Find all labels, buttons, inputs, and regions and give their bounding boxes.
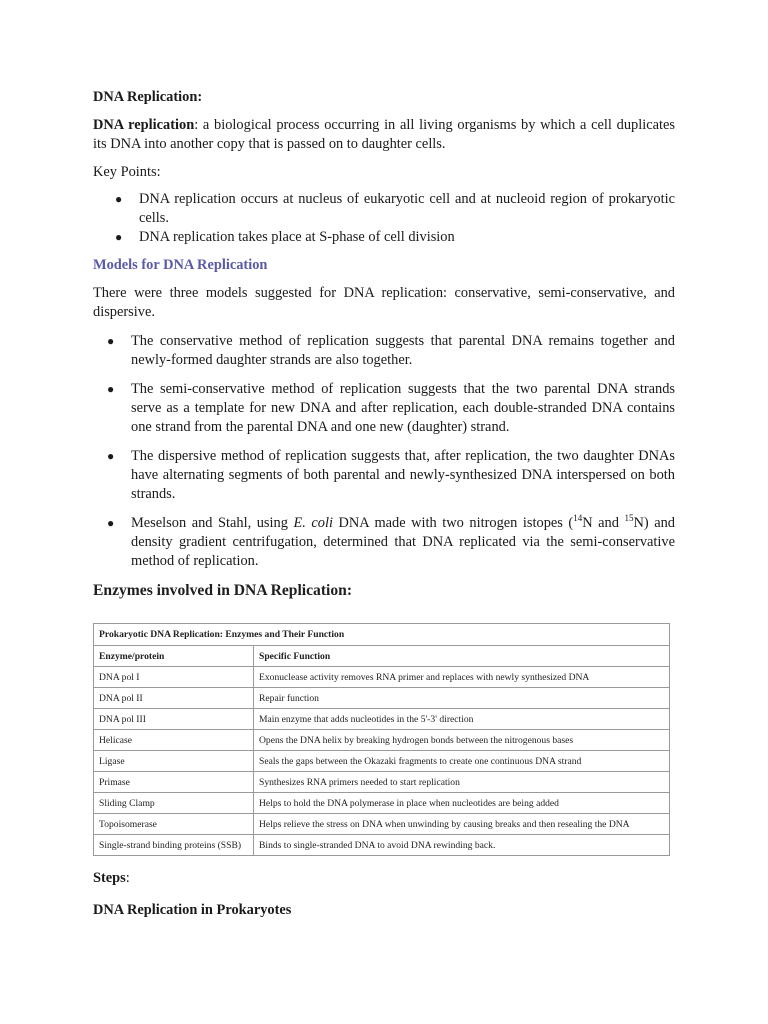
- bullet-icon: ●: [115, 230, 123, 244]
- list-item: ● The semi-conservative method of replication suggests that the two parental DNA strands serve as a template for new DNA and after replication, each double-stranded DNA contains one strand from the parental DNA and one new (daughter) strand.: [107, 381, 675, 435]
- table-caption: Prokaryotic DNA Replication: Enzymes and Their Function: [94, 624, 670, 646]
- bullet-icon: ●: [107, 382, 115, 396]
- enzymes-heading: Enzymes involved in DNA Replication:: [93, 582, 353, 599]
- list-item: ● The dispersive method of replication suggests that, after replication, the two daughter DNAs have alternating segments of both parental and newly-synthesized DNA interspersed on both strands.: [107, 448, 675, 502]
- enzymes-table-container: [93, 623, 675, 856]
- table-header-row: [94, 646, 670, 667]
- key-points-label: Key Points:: [93, 164, 161, 180]
- list-item: ● DNA replication occurs at nucleus of eukaryotic cell and at nucleoid region of prokaryotic cells.: [115, 191, 675, 226]
- list-item: ● Meselson and Stahl, using E. coli DNA made with two nitrogen istopes ($^{14}$N and $^{15}$N) and density gradient centrifugation, determined that DNA replicated via the semi-conservative method of replication.: [107, 513, 675, 569]
- table-caption-row: [94, 624, 670, 646]
- bullet-icon: ●: [115, 192, 123, 206]
- page-heading: DNA Replication:: [93, 89, 203, 105]
- table-row: DNA pol I Exonuclease activity removes RNA primer and replaces with newly synthesized DNA: [94, 667, 670, 688]
- steps-heading: Steps:: [93, 870, 130, 886]
- column-header-function: Specific Function: [254, 646, 670, 667]
- key-points-list: [93, 190, 675, 247]
- definition-text: : a biological process occurring in all living organisms by which a cell duplicates its DNA into another copy that is passed on to daughter cells.: [93, 117, 675, 152]
- table-row: Primase Synthesizes RNA primers needed to start replication: [94, 772, 670, 793]
- enzymes-table: [93, 623, 670, 856]
- table-row: Ligase Seals the gaps between the Okazaki fragments to create one continuous DNA strand: [94, 751, 670, 772]
- definition-term: DNA replication: [93, 117, 195, 133]
- table-row: Single-strand binding proteins (SSB) Binds to single-stranded DNA to avoid DNA rewinding back.: [94, 835, 670, 856]
- bullet-icon: ●: [107, 334, 115, 348]
- document-page: [93, 80, 675, 600]
- prokaryotes-heading: DNA Replication in Prokaryotes: [93, 902, 292, 918]
- definition-paragraph: [93, 116, 675, 154]
- table-row: DNA pol III Main enzyme that adds nucleotides in the 5'-3' direction: [94, 709, 670, 730]
- list-item: ● DNA replication takes place at S-phase of cell division: [115, 229, 455, 245]
- list-item: ● The conservative method of replication suggests that parental DNA remains together and newly-formed daughter strands are also together.: [107, 333, 675, 368]
- models-heading: Models for DNA Replication: [93, 257, 268, 273]
- table-row: Helicase Opens the DNA helix by breaking hydrogen bonds between the nitrogenous bases: [94, 730, 670, 751]
- organism-name: E. coli: [293, 515, 333, 531]
- table-row: Sliding Clamp Helps to hold the DNA polymerase in place when nucleotides are being added: [94, 793, 670, 814]
- table-row: DNA pol II Repair function: [94, 688, 670, 709]
- bullet-icon: ●: [107, 449, 115, 463]
- bullet-icon: ●: [107, 516, 115, 530]
- models-intro: There were three models suggested for DNA replication: conservative, semi-conservative, and dispersive.: [93, 285, 675, 320]
- column-header-enzyme: Enzyme/protein: [94, 646, 254, 667]
- table-row: Topoisomerase Helps relieve the stress on DNA when unwinding by causing breaks and then resealing the DNA: [94, 814, 670, 835]
- models-list: [93, 332, 675, 571]
